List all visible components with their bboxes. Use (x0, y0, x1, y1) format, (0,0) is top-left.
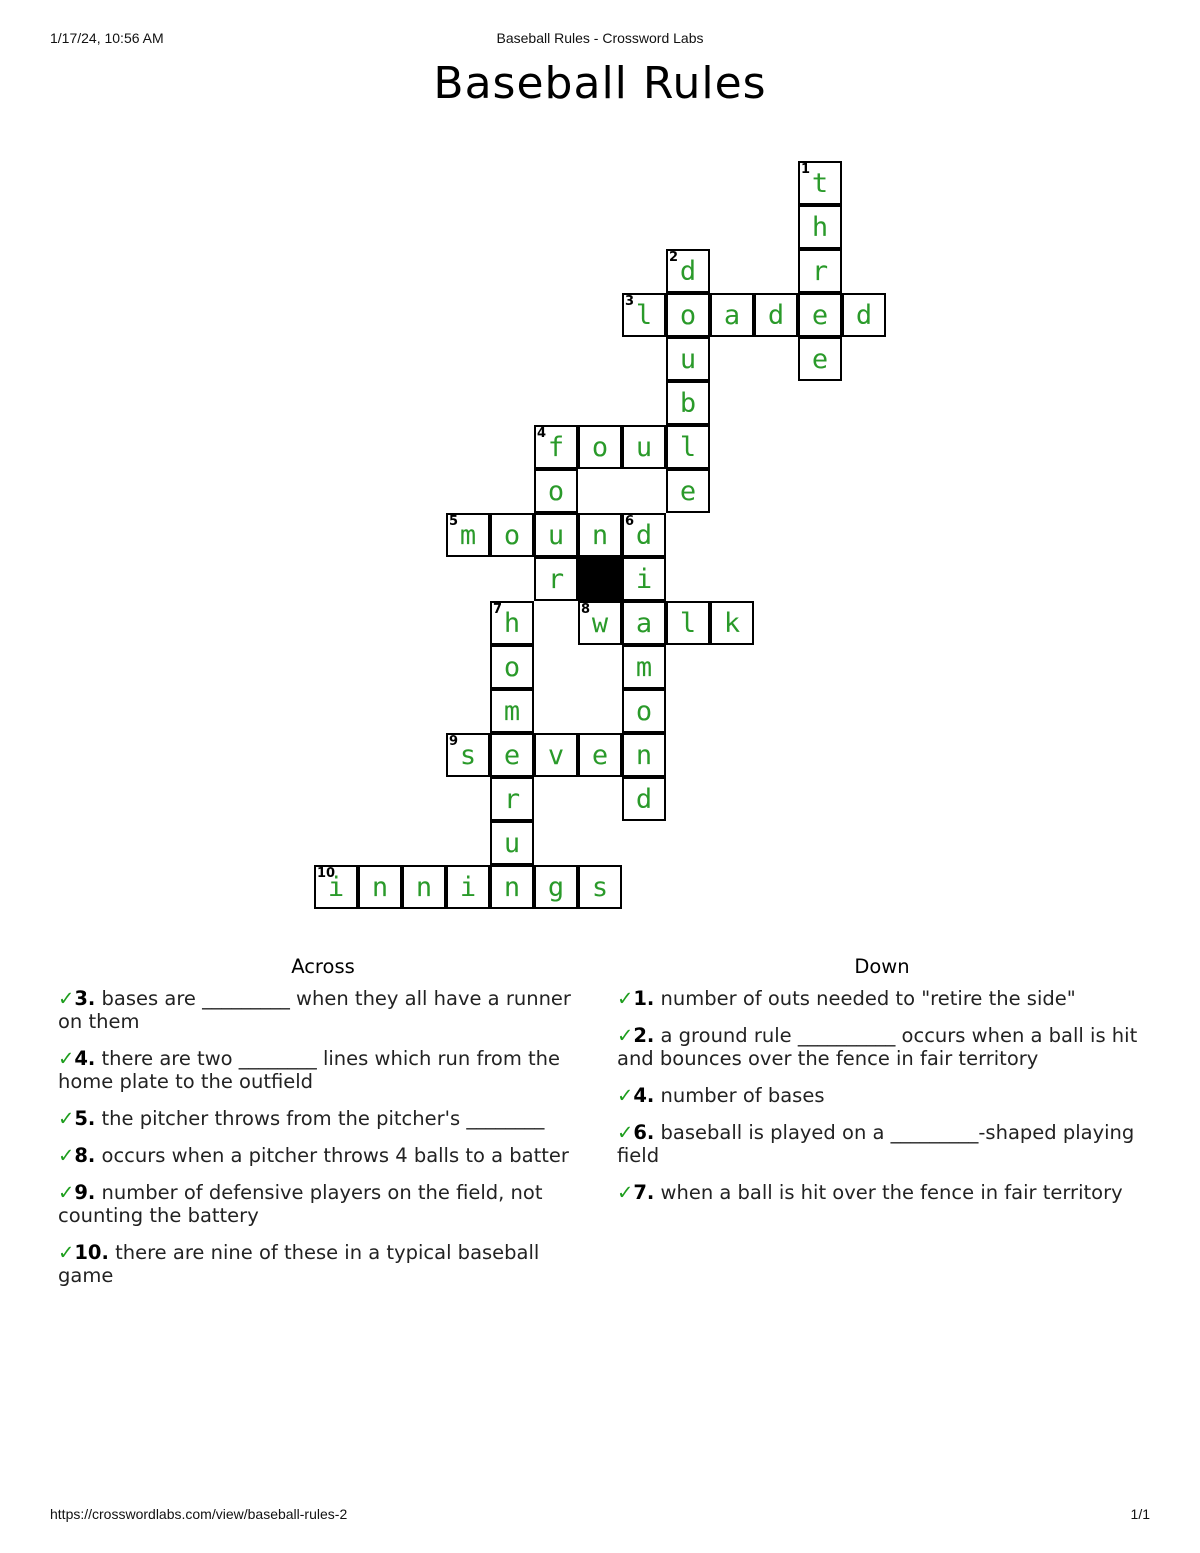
cell-letter: h (811, 212, 829, 243)
cell-letter: w (591, 608, 609, 639)
cell-letter: u (503, 828, 521, 859)
grid-black-cell (578, 557, 622, 601)
clue-text: there are nine of these in a typical baseball game (58, 1241, 540, 1287)
cell-letter: f (547, 432, 565, 463)
grid-cell[interactable] (490, 513, 534, 557)
cell-letter: e (679, 476, 697, 507)
cell-letter: o (503, 652, 521, 683)
grid-cell[interactable] (798, 205, 842, 249)
cell-letter: e (811, 300, 829, 331)
cell-letter: n (415, 872, 433, 903)
grid-cell[interactable] (622, 513, 666, 557)
cell-letter: e (503, 740, 521, 771)
cell-letter: i (459, 872, 477, 903)
clue-number: 3. (74, 987, 96, 1010)
cell-letter: h (503, 608, 521, 639)
cell-letter: l (679, 432, 697, 463)
grid-cell[interactable] (446, 513, 490, 557)
check-icon: ✓ (58, 1047, 75, 1070)
across-clue (58, 987, 588, 1033)
check-icon: ✓ (617, 987, 634, 1010)
clue-number: 4. (633, 1084, 655, 1107)
cell-letter: e (811, 344, 829, 375)
clue-number: 7 (493, 602, 503, 617)
cell-letter: n (591, 520, 609, 551)
clue-text: when a ball is hit over the fence in fair territory (660, 1181, 1123, 1204)
cell-letter: u (547, 520, 565, 551)
grid-cell[interactable] (622, 293, 666, 337)
grid-cell[interactable] (710, 601, 754, 645)
grid-cell[interactable] (578, 733, 622, 777)
grid-cell[interactable] (534, 557, 578, 601)
grid-cell[interactable] (534, 733, 578, 777)
grid-cell[interactable] (358, 865, 402, 909)
clue-number: 2 (669, 250, 679, 265)
cell-letter: n (503, 872, 521, 903)
grid-cell[interactable] (578, 865, 622, 909)
cell-letter: r (547, 564, 565, 595)
grid-cell[interactable] (622, 645, 666, 689)
cell-letter: o (635, 696, 653, 727)
cell-letter: o (591, 432, 609, 463)
check-icon: ✓ (617, 1181, 634, 1204)
grid-cell[interactable] (622, 557, 666, 601)
grid-cell[interactable] (666, 601, 710, 645)
grid-cell[interactable] (578, 425, 622, 469)
cell-letter: a (635, 608, 653, 639)
clue-text: there are two ________ lines which run from the home plate to the outfield (58, 1047, 561, 1093)
cell-letter: d (679, 256, 697, 287)
grid-cell[interactable] (622, 777, 666, 821)
clue-number: 8. (74, 1144, 96, 1167)
cell-letter: t (811, 168, 829, 199)
down-clues (617, 955, 1147, 1218)
grid-cell[interactable] (534, 469, 578, 513)
cell-letter: g (547, 872, 565, 903)
across-clue (58, 1181, 588, 1227)
clue-number: 8 (581, 602, 591, 617)
clue-number: 4. (74, 1047, 96, 1070)
across-heading: Across (291, 955, 355, 978)
clue-text: number of outs needed to "retire the side" (660, 987, 1076, 1010)
print-datetime: 1/17/24, 10:56 AM (50, 30, 164, 46)
grid-cell[interactable] (622, 425, 666, 469)
cell-letter: r (811, 256, 829, 287)
print-url: https://crosswordlabs.com/view/baseball-rules-2 (50, 1506, 348, 1522)
cell-letter: o (503, 520, 521, 551)
cell-letter: s (459, 740, 477, 771)
cell-letter: a (723, 300, 741, 331)
cell-letter: d (767, 300, 785, 331)
grid-cell[interactable] (490, 821, 534, 865)
cell-letter: o (547, 476, 565, 507)
clue-number: 6. (633, 1121, 655, 1144)
cell-letter: v (547, 740, 565, 771)
check-icon: ✓ (58, 1241, 75, 1264)
cell-letter: m (635, 652, 653, 683)
grid-cell[interactable] (490, 645, 534, 689)
cell-letter: d (635, 520, 653, 551)
grid-cell[interactable] (842, 293, 886, 337)
clue-number: 10 (317, 866, 336, 881)
cell-letter: u (635, 432, 653, 463)
grid-cell[interactable] (666, 293, 710, 337)
print-page-title: Baseball Rules - Crossword Labs (496, 30, 704, 46)
grid-cell[interactable] (666, 337, 710, 381)
clue-number: 5. (74, 1107, 96, 1130)
grid-cell[interactable] (666, 249, 710, 293)
clue-number: 1 (801, 162, 811, 177)
grid-cell[interactable] (666, 425, 710, 469)
clue-text: number of bases (660, 1084, 825, 1107)
down-clue (617, 1181, 1147, 1204)
grid-cell[interactable] (710, 293, 754, 337)
check-icon: ✓ (58, 1144, 75, 1167)
cell-letter: l (679, 608, 697, 639)
cell-letter: b (679, 388, 697, 419)
clue-number: 7. (633, 1181, 655, 1204)
cell-letter: s (591, 872, 609, 903)
print-page-number: 1/1 (1130, 1506, 1150, 1522)
down-clue (617, 1121, 1147, 1167)
across-clue (58, 1107, 588, 1130)
grid-cell[interactable] (402, 865, 446, 909)
clue-text: number of defensive players on the field, not counting the battery (58, 1181, 543, 1227)
grid-cell[interactable] (490, 733, 534, 777)
cell-letter: l (635, 300, 653, 331)
cell-letter: u (679, 344, 697, 375)
cell-letter: m (503, 696, 521, 727)
check-icon: ✓ (617, 1121, 634, 1144)
cell-letter: e (591, 740, 609, 771)
grid-cell[interactable] (534, 865, 578, 909)
check-icon: ✓ (617, 1084, 634, 1107)
grid-cell[interactable] (798, 249, 842, 293)
grid-cell[interactable] (490, 865, 534, 909)
grid-cell[interactable] (578, 513, 622, 557)
page-title: Baseball Rules (433, 58, 767, 109)
grid-cell[interactable] (622, 601, 666, 645)
print-footer (50, 1506, 1150, 1526)
clue-number: 6 (625, 514, 635, 529)
grid-cell[interactable] (534, 513, 578, 557)
down-heading: Down (854, 955, 910, 978)
grid-cell[interactable] (446, 733, 490, 777)
check-icon: ✓ (58, 1107, 75, 1130)
cell-letter: i (327, 872, 345, 903)
check-icon: ✓ (58, 1181, 75, 1204)
cell-letter: k (723, 608, 741, 639)
cell-letter: n (371, 872, 389, 903)
grid-cell[interactable] (490, 777, 534, 821)
cell-letter: i (635, 564, 653, 595)
clue-number: 2. (633, 1024, 655, 1047)
grid-cell[interactable] (578, 601, 622, 645)
clue-number: 3 (625, 294, 635, 309)
down-clue (617, 987, 1147, 1010)
grid-cell[interactable] (798, 293, 842, 337)
clue-number: 10. (74, 1241, 109, 1264)
grid-cell[interactable] (490, 601, 534, 645)
clue-text: a ground rule __________ occurs when a ball is hit and bounces over the fence in fair territory (617, 1024, 1138, 1070)
clue-text: occurs when a pitcher throws 4 balls to a batter (101, 1144, 569, 1167)
grid-cell[interactable] (666, 469, 710, 513)
clue-text: the pitcher throws from the pitcher's ________ (101, 1107, 545, 1130)
grid-cell[interactable] (490, 689, 534, 733)
cell-letter: d (635, 784, 653, 815)
clue-number: 9. (74, 1181, 96, 1204)
cell-letter: n (635, 740, 653, 771)
cell-letter: r (503, 784, 521, 815)
clue-text: bases are _________ when they all have a runner on them (58, 987, 571, 1033)
cell-letter: o (679, 300, 697, 331)
check-icon: ✓ (58, 987, 75, 1010)
across-clue (58, 1241, 588, 1287)
grid-cell[interactable] (446, 865, 490, 909)
across-clues (58, 955, 588, 1301)
grid-cell[interactable] (798, 161, 842, 205)
clue-number: 1. (633, 987, 655, 1010)
grid-cell[interactable] (622, 733, 666, 777)
down-clue (617, 1084, 1147, 1107)
grid-cell[interactable] (314, 865, 358, 909)
clue-number: 9 (449, 734, 459, 749)
clue-text: baseball is played on a _________-shaped playing field (617, 1121, 1135, 1167)
down-clue (617, 1024, 1147, 1070)
grid-cell[interactable] (754, 293, 798, 337)
across-clue (58, 1144, 588, 1167)
grid-cell[interactable] (666, 381, 710, 425)
clue-number: 4 (537, 426, 547, 441)
grid-cell[interactable] (534, 425, 578, 469)
check-icon: ✓ (617, 1024, 634, 1047)
cell-letter: m (459, 520, 477, 551)
clue-number: 5 (449, 514, 459, 529)
grid-cell[interactable] (798, 337, 842, 381)
cell-letter: d (855, 300, 873, 331)
grid-cell[interactable] (622, 689, 666, 733)
across-clue (58, 1047, 588, 1093)
